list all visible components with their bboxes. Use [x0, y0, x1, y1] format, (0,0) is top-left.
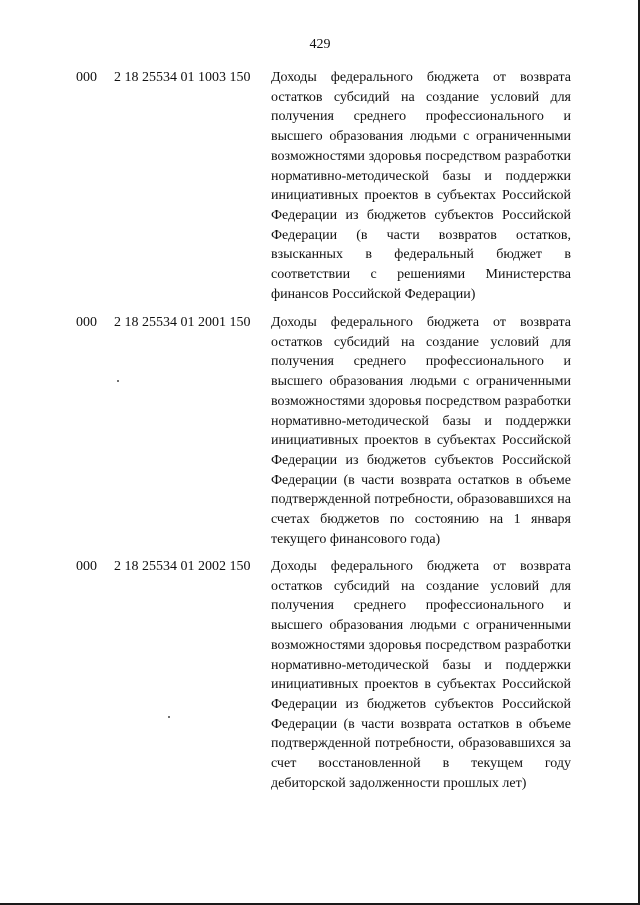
entry-description: Доходы федерального бюджета от возврата остатков субсидий на создание условий для получения среднего профессионального и высшего образования людьми с ограниченными возможностями здоровья посредством разработки нормативно-методической базы и поддержки инициативных проектов в субъектах Российской Федерации из бюджетов субъектов Российской Федерации (в части возвратов остатков, взысканных в федеральный бюджет в соответствии с решениями Министерства финансов Российской Федерации) — [271, 70, 571, 302]
kbk-code: 2 18 25534 01 2001 150 — [114, 315, 251, 330]
admin-code: 000 — [76, 70, 97, 85]
page-number: 429 — [309, 37, 331, 52]
entry-description: Доходы федерального бюджета от возврата остатков субсидий на создание условий для получения среднего профессионального и высшего образования людьми с ограниченными возможностями здоровья посредством разработки нормативно-методической базы и поддержки инициативных проектов в субъектах Российской Федерации из бюджетов субъектов Российской Федерации (в части возврата остатков в объеме подтвержденной потребности, образовавшихся за счет восстановленной в текущем году дебиторской задолженности прошлых лет) — [271, 559, 571, 791]
admin-code: 000 — [76, 559, 97, 574]
entry-description: Доходы федерального бюджета от возврата остатков субсидий на создание условий для получения среднего профессионального и высшего образования людьми с ограниченными возможностями здоровья посредством разработки нормативно-методической базы и поддержки инициативных проектов в субъектах Российской Федерации из бюджетов субъектов Российской Федерации (в части возврата остатков в объеме подтвержденной потребности, образовавшихся на счетах бюджетов по состоянию на 1 января текущего финансового года) — [271, 315, 571, 547]
scan-speck — [117, 380, 119, 382]
kbk-code: 2 18 25534 01 2002 150 — [114, 559, 251, 574]
admin-code: 000 — [76, 315, 97, 330]
scan-speck — [168, 716, 170, 718]
kbk-code: 2 18 25534 01 1003 150 — [114, 70, 251, 85]
